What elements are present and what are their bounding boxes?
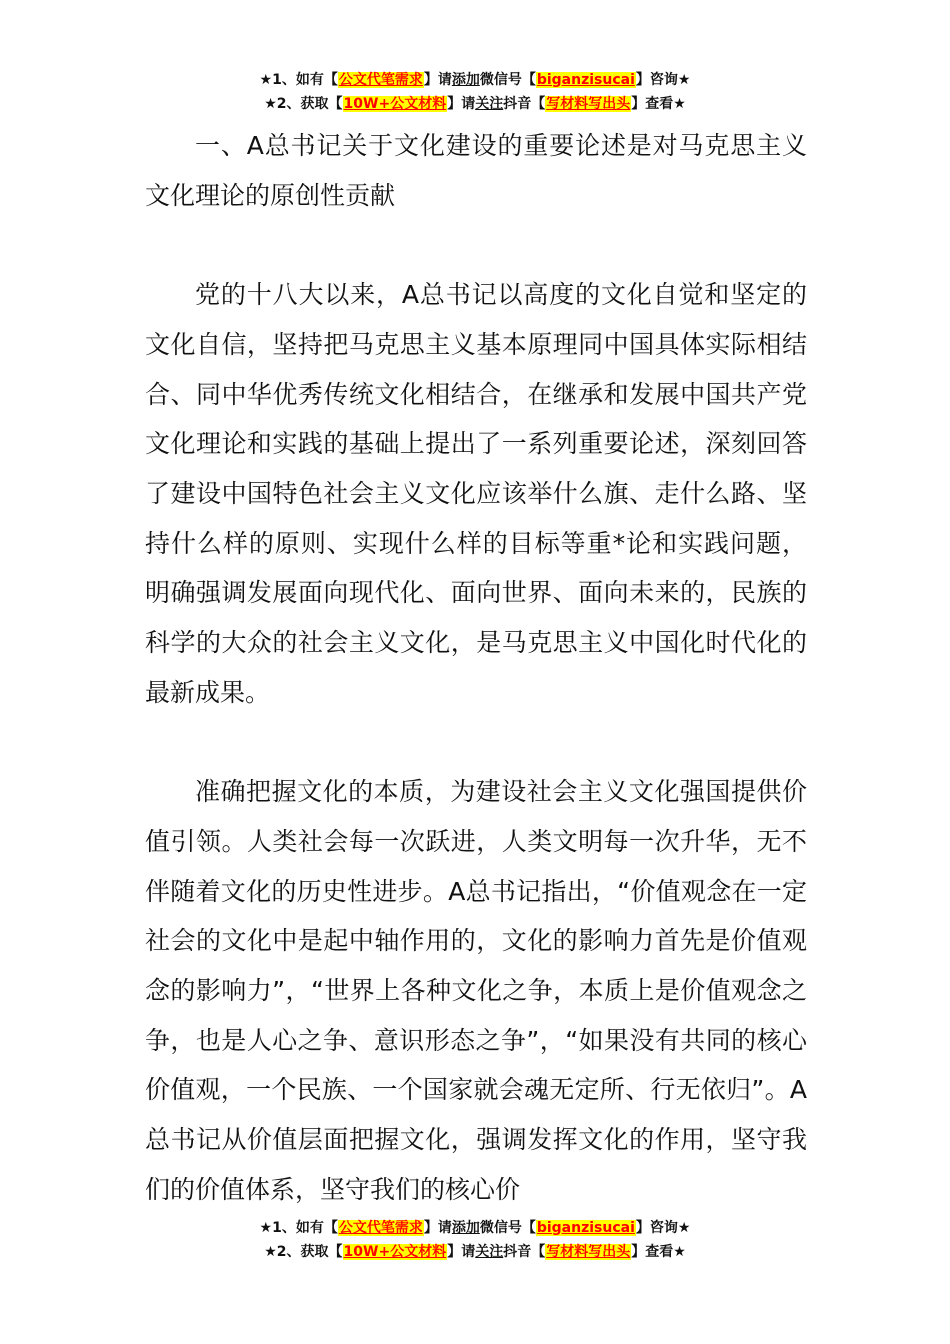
promo-text: 2、获取【 — [276, 1244, 343, 1260]
wechat-id-highlight: biganzisucai — [536, 72, 635, 88]
promo-text: 抖音【 — [503, 1244, 546, 1260]
star-icon: ★ — [264, 96, 277, 112]
douyin-id-highlight: 写材料写出头 — [546, 1244, 631, 1260]
star-icon: ★ — [673, 96, 686, 112]
star-icon: ★ — [677, 1220, 691, 1236]
service-highlight: 公文代笔需求 — [338, 72, 423, 88]
materials-highlight: 10W+公文材料 — [343, 1244, 447, 1260]
paragraph: 准确把握文化的本质，为建设社会主义文化强国提供价值引领。人类社会每一次跃进，人类文明每一次升华，无不伴随着文化的历史性进步。A总书记指出，“价值观念在一定社会的文化中是起中轴作用的，文化的影响力首先是价值观念的影响力”，“世界上各种文化之争，本质上是价值观念之争，也是人心之争、意识形态之争”，“如果没有共同的核心价值观，一个民族、一个国家就会魂无定所、行无依归”。A总书记从价值层面把握文化，强调发挥文化的作用，坚守我们的价值体系，坚守我们的核心价 — [145, 777, 807, 1204]
promo-text: 2、获取【 — [276, 96, 343, 112]
promo-text: 】查看 — [631, 96, 674, 112]
paragraph: 党的十八大以来，A总书记以高度的文化自觉和坚定的文化自信，坚持把马克思主义基本原理同中国具体实际相结合、同中华优秀传统文化相结合，在继承和发展中国共产党文化理论和实践的基础上提出了一系列重要论述，深刻回答了建设中国特色社会主义文化应该举什么旗、走什么路、坚持什么样的原则、实现什么样的目标等重*论和实践问题，明确强调发展面向现代化、面向世界、面向未来的，民族的科学的大众的社会主义文化，是马克思主义中国化时代化的最新成果。 — [145, 280, 807, 707]
promo-underlined: 关注 — [475, 1244, 504, 1260]
promo-text: 】请 — [447, 96, 476, 112]
promo-underlined: 关注 — [475, 96, 504, 112]
promo-underlined: 添加 — [451, 72, 480, 88]
star-icon: ★ — [259, 72, 273, 88]
star-icon: ★ — [677, 72, 691, 88]
section-heading: 一、A总书记关于文化建设的重要论述是对马克思主义文化理论的原创性贡献 — [145, 131, 807, 210]
promo-line-1 — [0, 1216, 950, 1240]
promo-banner-bottom — [0, 1216, 950, 1264]
promo-text: 】请 — [423, 1220, 452, 1236]
promo-text: 】请 — [447, 1244, 476, 1260]
promo-text: 】查看 — [631, 1244, 674, 1260]
promo-banner-top — [0, 68, 950, 116]
star-icon: ★ — [264, 1244, 277, 1260]
promo-underlined: 添加 — [451, 1220, 480, 1236]
promo-text: 】咨询 — [635, 1220, 678, 1236]
promo-line-1 — [0, 68, 950, 92]
promo-text: 微信号【 — [479, 1220, 536, 1236]
materials-highlight: 10W+公文材料 — [343, 96, 447, 112]
service-highlight: 公文代笔需求 — [338, 1220, 423, 1236]
promo-text: 抖音【 — [503, 96, 546, 112]
star-icon: ★ — [259, 1220, 273, 1236]
douyin-id-highlight: 写材料写出头 — [546, 96, 631, 112]
document-body — [145, 121, 807, 1214]
star-icon: ★ — [673, 1244, 686, 1260]
promo-text: 1、如有【 — [272, 72, 338, 88]
wechat-id-highlight: biganzisucai — [536, 1220, 635, 1236]
promo-line-2 — [0, 92, 950, 116]
promo-text: 微信号【 — [479, 72, 536, 88]
promo-text: 】请 — [423, 72, 452, 88]
promo-text: 】咨询 — [635, 72, 678, 88]
promo-line-2 — [0, 1240, 950, 1264]
promo-text: 1、如有【 — [272, 1220, 338, 1236]
